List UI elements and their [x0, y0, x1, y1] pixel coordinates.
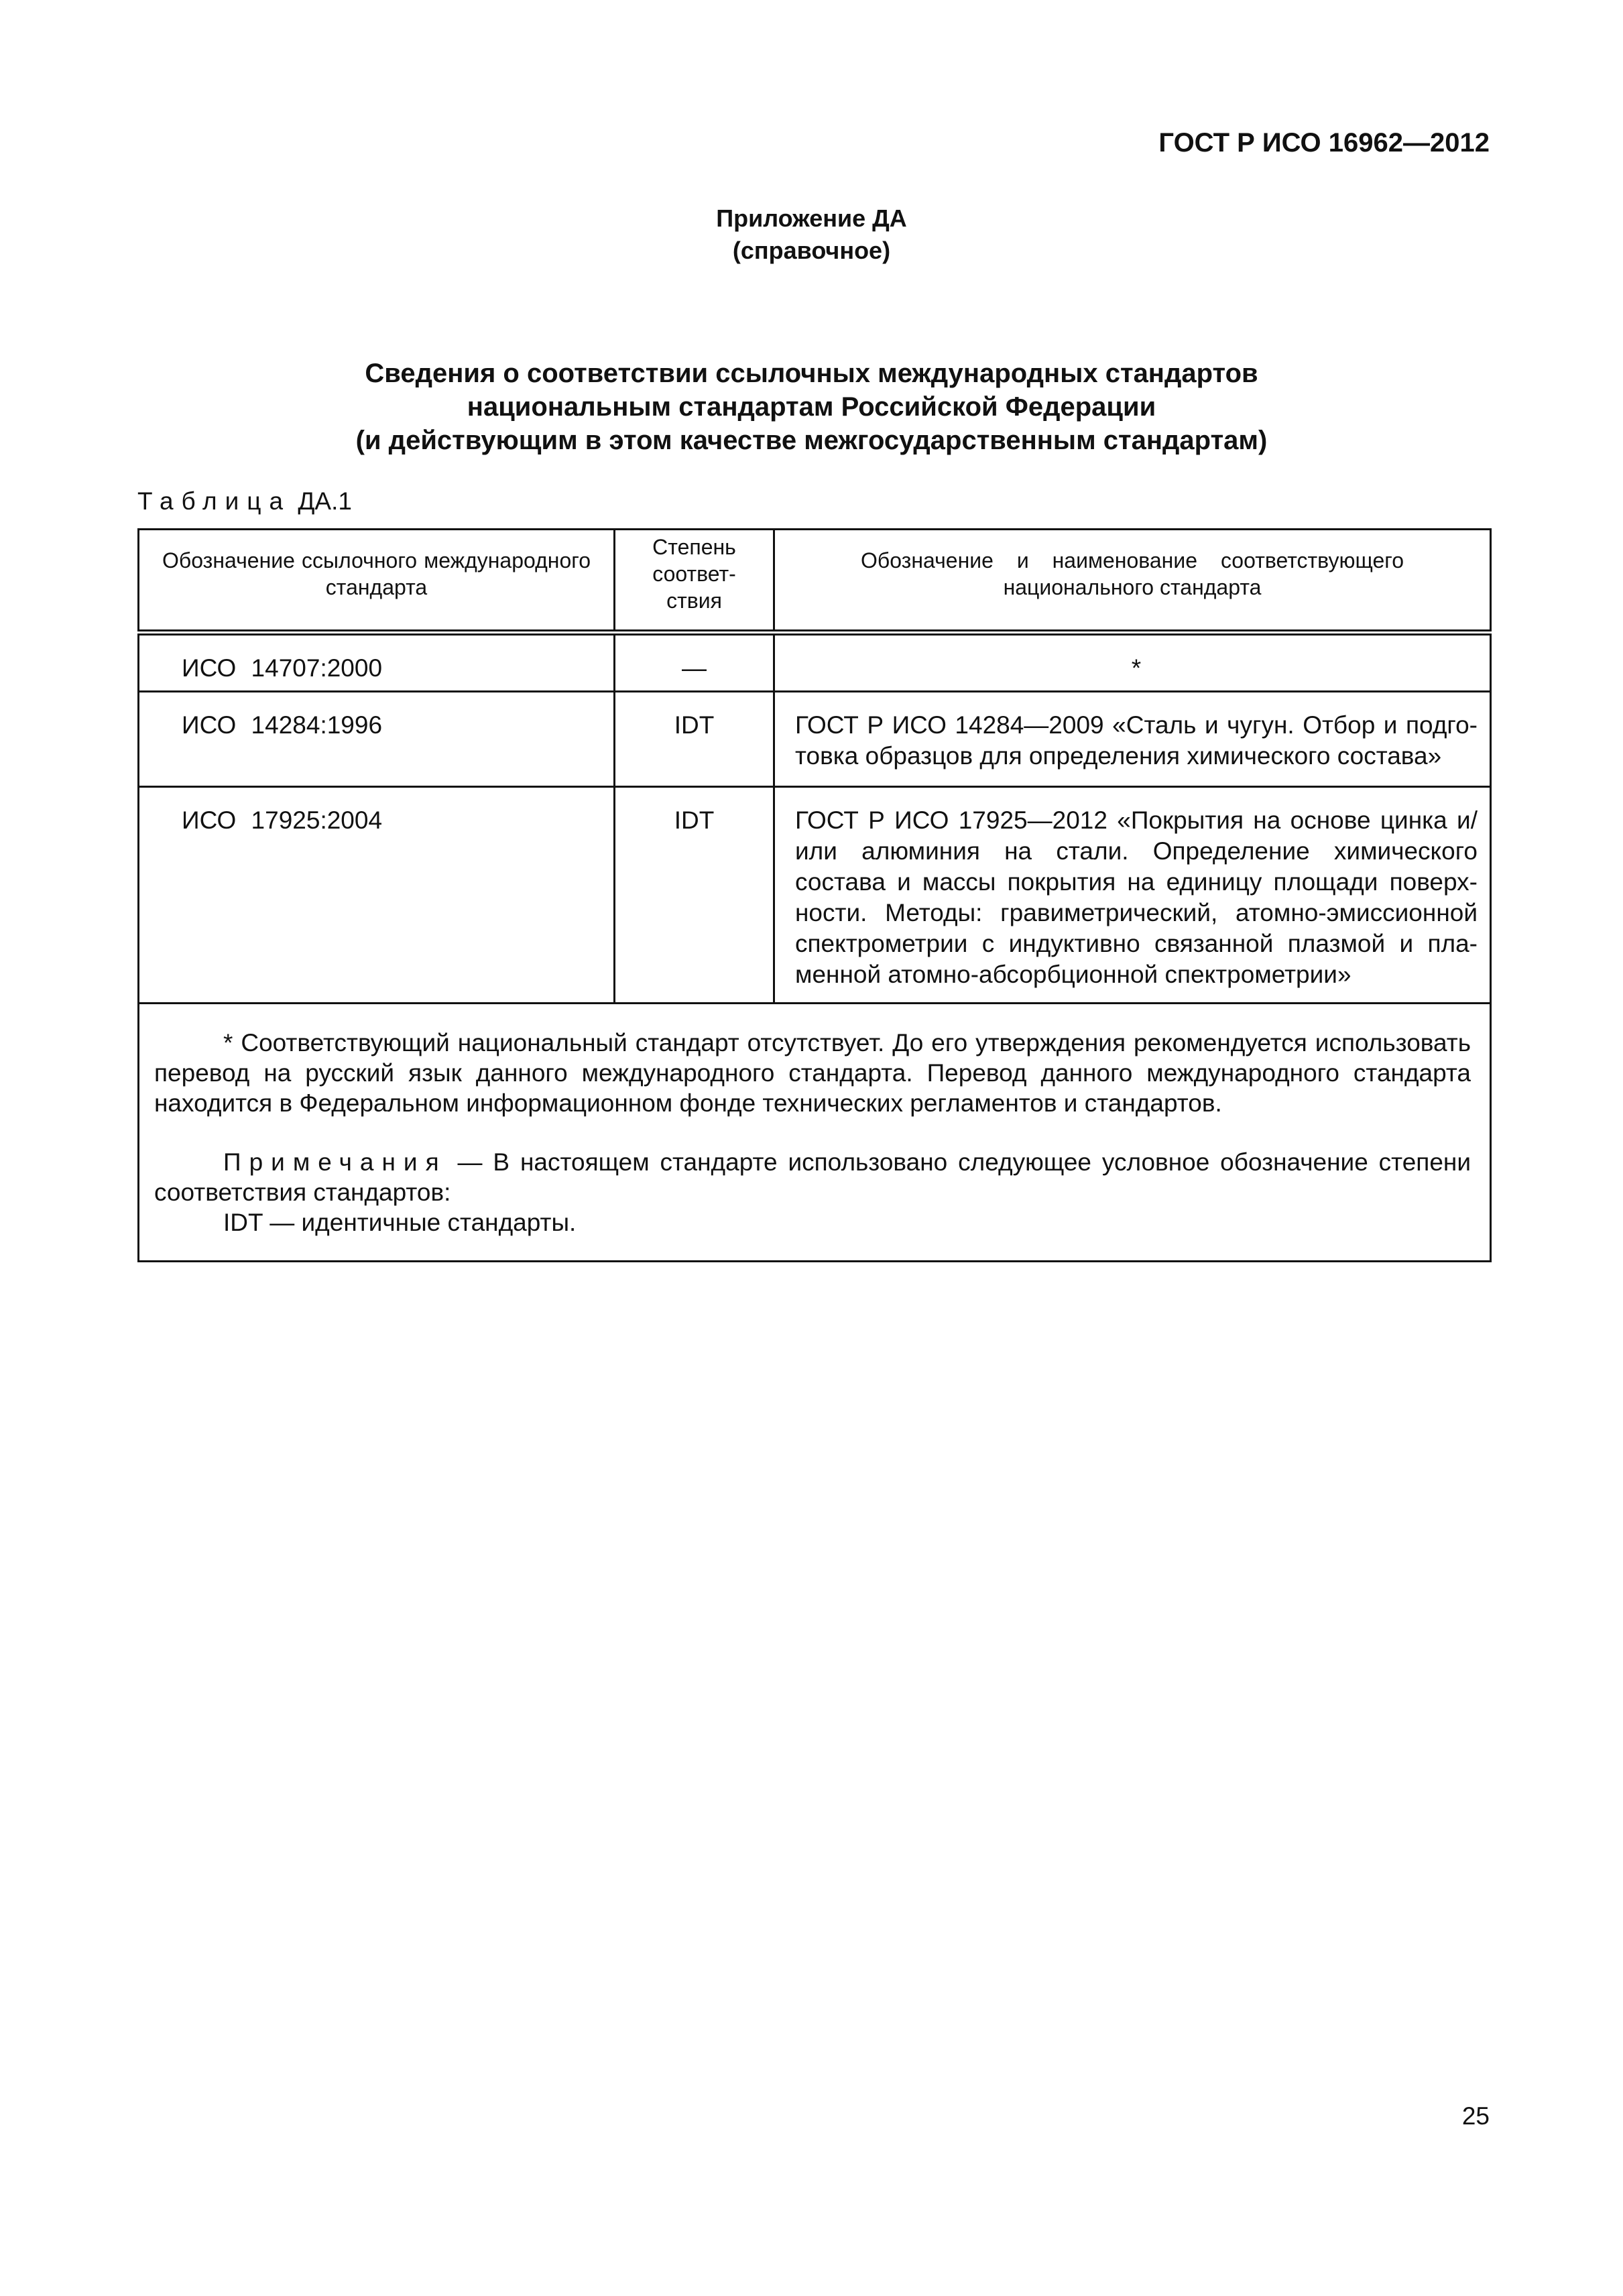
footnote: * Соответствующий национальный стандарт отсутствует. До его утверждения рекомендуется использовать перевод на русский язык данного международного стандарта. Перевод данного международного стандарта находится в Федеральном информационном фонде технических регламентов и стандартов.	[154, 1029, 1471, 1117]
note	[154, 1147, 1471, 1207]
column-header-degree-of-correspondence: Степень соответствия	[615, 530, 774, 633]
cell-international-standard: ИСО 14284:1996	[139, 692, 615, 787]
appendix-status: (справочное)	[732, 237, 891, 264]
table-footer	[139, 1004, 1491, 1262]
column-header-international-standard: Обозначение ссылочного международного стандарта	[139, 530, 615, 633]
table-caption	[137, 486, 352, 517]
column-header-national-standard: Обозначение и наименование соответствующего национального стандарта	[774, 530, 1491, 633]
cell-degree-of-correspondence: —	[615, 633, 774, 692]
appendix-heading	[0, 202, 1623, 267]
cell-national-standard: *	[774, 633, 1491, 692]
document-designation: ГОСТ Р ИСО 16962—2012	[1158, 128, 1490, 158]
cell-national-standard: ГОСТ Р ИСО 14284—2009 «Сталь и чугун. Отбор и подготовка образцов для определения химического состава»	[774, 692, 1491, 787]
table-header	[139, 530, 1491, 633]
document-title	[0, 357, 1623, 457]
title-line-2: национальным стандартам Российской Федерации	[467, 392, 1156, 422]
title-line-1: Сведения о соответствии ссылочных международных стандартов	[365, 359, 1258, 388]
table-notes	[139, 1004, 1491, 1262]
note-item: IDT — идентичные стандарты.	[223, 1209, 577, 1236]
table-row	[139, 633, 1491, 692]
table-header-row	[139, 530, 1491, 633]
cell-international-standard: ИСО 14707:2000	[139, 633, 615, 692]
table-body	[139, 633, 1491, 1004]
correspondence-table	[137, 528, 1492, 1262]
cell-national-standard: ГОСТ Р ИСО 17925—2012 «Покрытия на основе цинка и/или алюминия на стали. Определение химического состава и массы покрытия на единицу площади поверхности. Методы: гравиметрический, атомно-эмиссионной спектрометрии с индуктивно связанной плазмой и пламенной атомно-абсорбционной спектрометрии»	[774, 787, 1491, 1004]
cell-degree-of-correspondence: IDT	[615, 787, 774, 1004]
table-caption-label: Таблица	[137, 487, 292, 515]
table-caption-number: ДА.1	[298, 487, 352, 515]
title-line-3: (и действующим в этом качестве межгосударственным стандартам)	[355, 426, 1268, 455]
cell-international-standard: ИСО 17925:2004	[139, 787, 615, 1004]
table-row	[139, 787, 1491, 1004]
appendix-title: Приложение ДА	[716, 204, 907, 232]
table-row	[139, 692, 1491, 787]
page-number: 25	[1461, 2102, 1490, 2130]
table-notes-row	[139, 1004, 1491, 1262]
cell-degree-of-correspondence: IDT	[615, 692, 774, 787]
note-label: Примечания	[223, 1148, 447, 1176]
note-text: — В настоящем стандарте использовано следующее условное обозначение степени соответствия стандартов:	[154, 1148, 1471, 1206]
